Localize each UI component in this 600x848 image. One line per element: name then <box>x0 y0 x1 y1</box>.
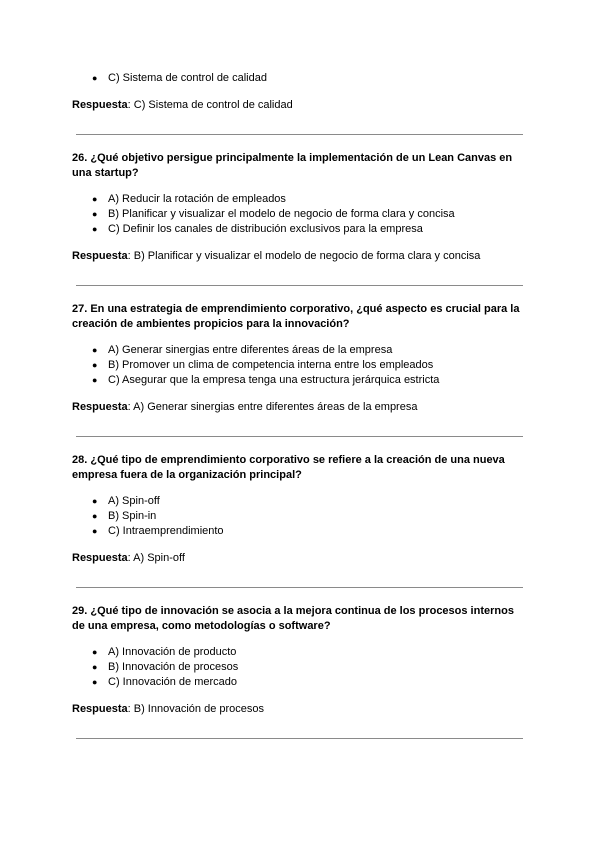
list-item <box>92 71 267 85</box>
option-text: B) Spin-in <box>108 510 157 522</box>
option-text: C) Definir los canales de distribución exclusivos para la empresa <box>108 223 423 235</box>
bullet-icon: ● <box>92 526 98 536</box>
answer-label: Respuesta <box>72 703 128 715</box>
answer-line <box>72 702 264 716</box>
answer-label: Respuesta <box>72 99 128 111</box>
list-item <box>92 645 236 659</box>
question-title: 26. ¿Qué objetivo persigue principalmente la implementación de un Lean Canvas en una startup? <box>72 152 513 179</box>
option-text: A) Innovación de producto <box>108 646 237 658</box>
answer-text: : A) Generar sinergias entre diferentes áreas de la empresa <box>127 401 418 413</box>
bullet-icon: ● <box>92 194 98 204</box>
answer-line <box>72 551 185 565</box>
divider <box>76 587 523 588</box>
answer-text: : C) Sistema de control de calidad <box>127 99 293 111</box>
list-item <box>92 207 455 221</box>
answer-line <box>72 98 293 112</box>
bullet-icon: ● <box>92 209 98 219</box>
list-item <box>92 358 433 372</box>
option-text: C) Innovación de mercado <box>108 676 238 688</box>
option-text: A) Reducir la rotación de empleados <box>108 193 286 205</box>
list-item <box>92 222 423 236</box>
bullet-icon: ● <box>92 345 98 355</box>
question-title: 28. ¿Qué tipo de emprendimiento corporativo se refiere a la creación de una nueva empresa fuera de la organización principal? <box>72 454 505 481</box>
question-title: 29. ¿Qué tipo de innovación se asocia a la mejora continua de los procesos internos de una empresa, como metodologías o software? <box>72 605 514 632</box>
answer-label: Respuesta <box>72 401 128 413</box>
bullet-icon: ● <box>92 73 98 83</box>
list-item <box>92 192 286 206</box>
answer-text: : B) Innovación de procesos <box>127 703 264 715</box>
list-item <box>92 660 238 674</box>
question-title: 27. En una estrategia de emprendimiento corporativo, ¿qué aspecto es crucial para la creación de ambientes propicios para la innovación? <box>72 303 520 330</box>
list-item <box>92 373 439 387</box>
bullet-icon: ● <box>92 375 98 385</box>
option-text: B) Planificar y visualizar el modelo de negocio de forma clara y concisa <box>108 208 455 220</box>
list-item <box>92 494 160 508</box>
option-text: C) Asegurar que la empresa tenga una estructura jerárquica estricta <box>108 374 440 386</box>
answer-line <box>72 249 480 263</box>
divider <box>76 738 523 739</box>
option-text: B) Innovación de procesos <box>108 661 239 673</box>
answer-label: Respuesta <box>72 250 128 262</box>
option-text: B) Promover un clima de competencia interna entre los empleados <box>108 359 434 371</box>
divider <box>76 285 523 286</box>
bullet-icon: ● <box>92 224 98 234</box>
divider <box>76 134 523 135</box>
bullet-icon: ● <box>92 647 98 657</box>
list-item <box>92 524 224 538</box>
list-item <box>92 343 392 357</box>
option-text: C) Sistema de control de calidad <box>108 72 267 84</box>
answer-label: Respuesta <box>72 552 128 564</box>
bullet-icon: ● <box>92 511 98 521</box>
list-item <box>92 675 237 689</box>
bullet-icon: ● <box>92 360 98 370</box>
divider <box>76 436 523 437</box>
bullet-icon: ● <box>92 662 98 672</box>
answer-text: : A) Spin-off <box>127 552 185 564</box>
list-item <box>92 509 156 523</box>
answer-text: : B) Planificar y visualizar el modelo de negocio de forma clara y concisa <box>127 250 481 262</box>
option-text: C) Intraemprendimiento <box>108 525 224 537</box>
option-text: A) Spin-off <box>108 495 160 507</box>
bullet-icon: ● <box>92 496 98 506</box>
answer-line <box>72 400 417 414</box>
bullet-icon: ● <box>92 677 98 687</box>
option-text: A) Generar sinergias entre diferentes áreas de la empresa <box>108 344 393 356</box>
